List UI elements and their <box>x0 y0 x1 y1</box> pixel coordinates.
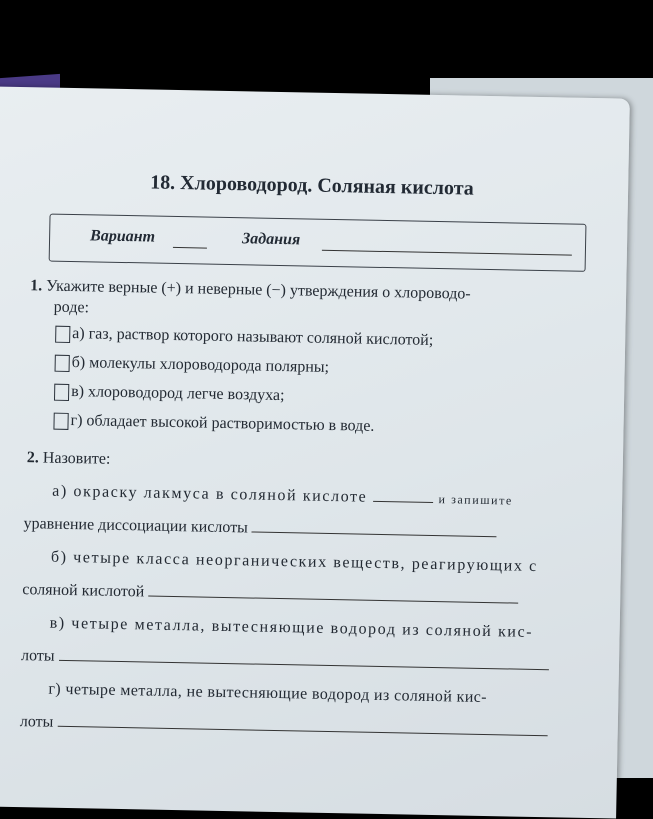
task2-d-line2 <box>20 713 548 741</box>
answer-blank[interactable] <box>148 595 518 604</box>
task2-line1 <box>27 449 111 469</box>
answer-blank[interactable] <box>373 500 433 503</box>
answer-checkbox[interactable] <box>54 383 69 400</box>
task2-a-line2 <box>23 515 497 542</box>
answer-blank[interactable] <box>252 530 497 537</box>
task1-option-d <box>53 412 374 436</box>
answer-checkbox[interactable] <box>53 412 68 429</box>
task2-c-line2 <box>21 647 549 675</box>
page-title: 18. Хлороводород. Соляная кислота <box>149 171 475 200</box>
task1-line1 <box>30 277 471 303</box>
answer-checkbox[interactable] <box>55 325 70 342</box>
option-text: б) молекулы хлороводорода полярны; <box>71 354 330 376</box>
task2-d-text-2: лоты <box>19 713 54 731</box>
variant-blank <box>173 247 207 249</box>
task2-number: 2. <box>26 449 40 467</box>
task2-a-line1 <box>52 483 513 510</box>
worksheet-page <box>0 86 630 819</box>
task2-b-line2 <box>22 581 518 609</box>
tasks-label: Задания <box>241 230 301 249</box>
task2-c-text: в) четыре металла, вытесняющие водород из соляной кис- <box>49 614 534 641</box>
task2-a-text-3: уравнение диссоциации кислоты <box>23 515 249 537</box>
task1-option-a <box>55 325 433 350</box>
task2-a-text: а) окраску лакмуса в соляной кислоте <box>52 482 368 506</box>
task2-c-line1 <box>50 615 534 642</box>
option-text: в) хлороводород легче воздуха; <box>70 382 285 405</box>
header-frame <box>49 214 587 272</box>
answer-blank[interactable] <box>58 659 548 670</box>
variant-label: Вариант <box>89 227 156 246</box>
task2-d-line1 <box>48 681 487 707</box>
task1-text: Укажите верные (+) и неверные (−) утверждения о хлороводо- <box>46 277 471 303</box>
option-text: а) газ, раствор которого называют соляной кислотой; <box>72 325 434 349</box>
task2-b-text: б) четыре класса неорганических веществ, реагирующих с <box>50 548 538 575</box>
task2-text: Назовите: <box>42 449 111 468</box>
task1-number: 1. <box>30 277 43 295</box>
task1-option-b <box>55 354 330 377</box>
task1-line2: роде: <box>53 298 90 317</box>
answer-checkbox[interactable] <box>55 354 70 371</box>
task2-c-text-2: лоты <box>20 647 55 665</box>
task2-b-line1 <box>51 549 538 576</box>
tasks-blank <box>322 250 572 256</box>
option-text: г) обладает высокой растворимостью в воде. <box>70 411 375 435</box>
task2-b-text-2: соляной кислотой <box>22 581 145 601</box>
task2-d-text: г) четыре металла, не вытесняющие водород из соляной кис- <box>48 680 488 707</box>
task2-a-text-2: и запишите <box>438 492 514 508</box>
task1-option-c <box>54 383 285 405</box>
answer-blank[interactable] <box>57 725 547 736</box>
